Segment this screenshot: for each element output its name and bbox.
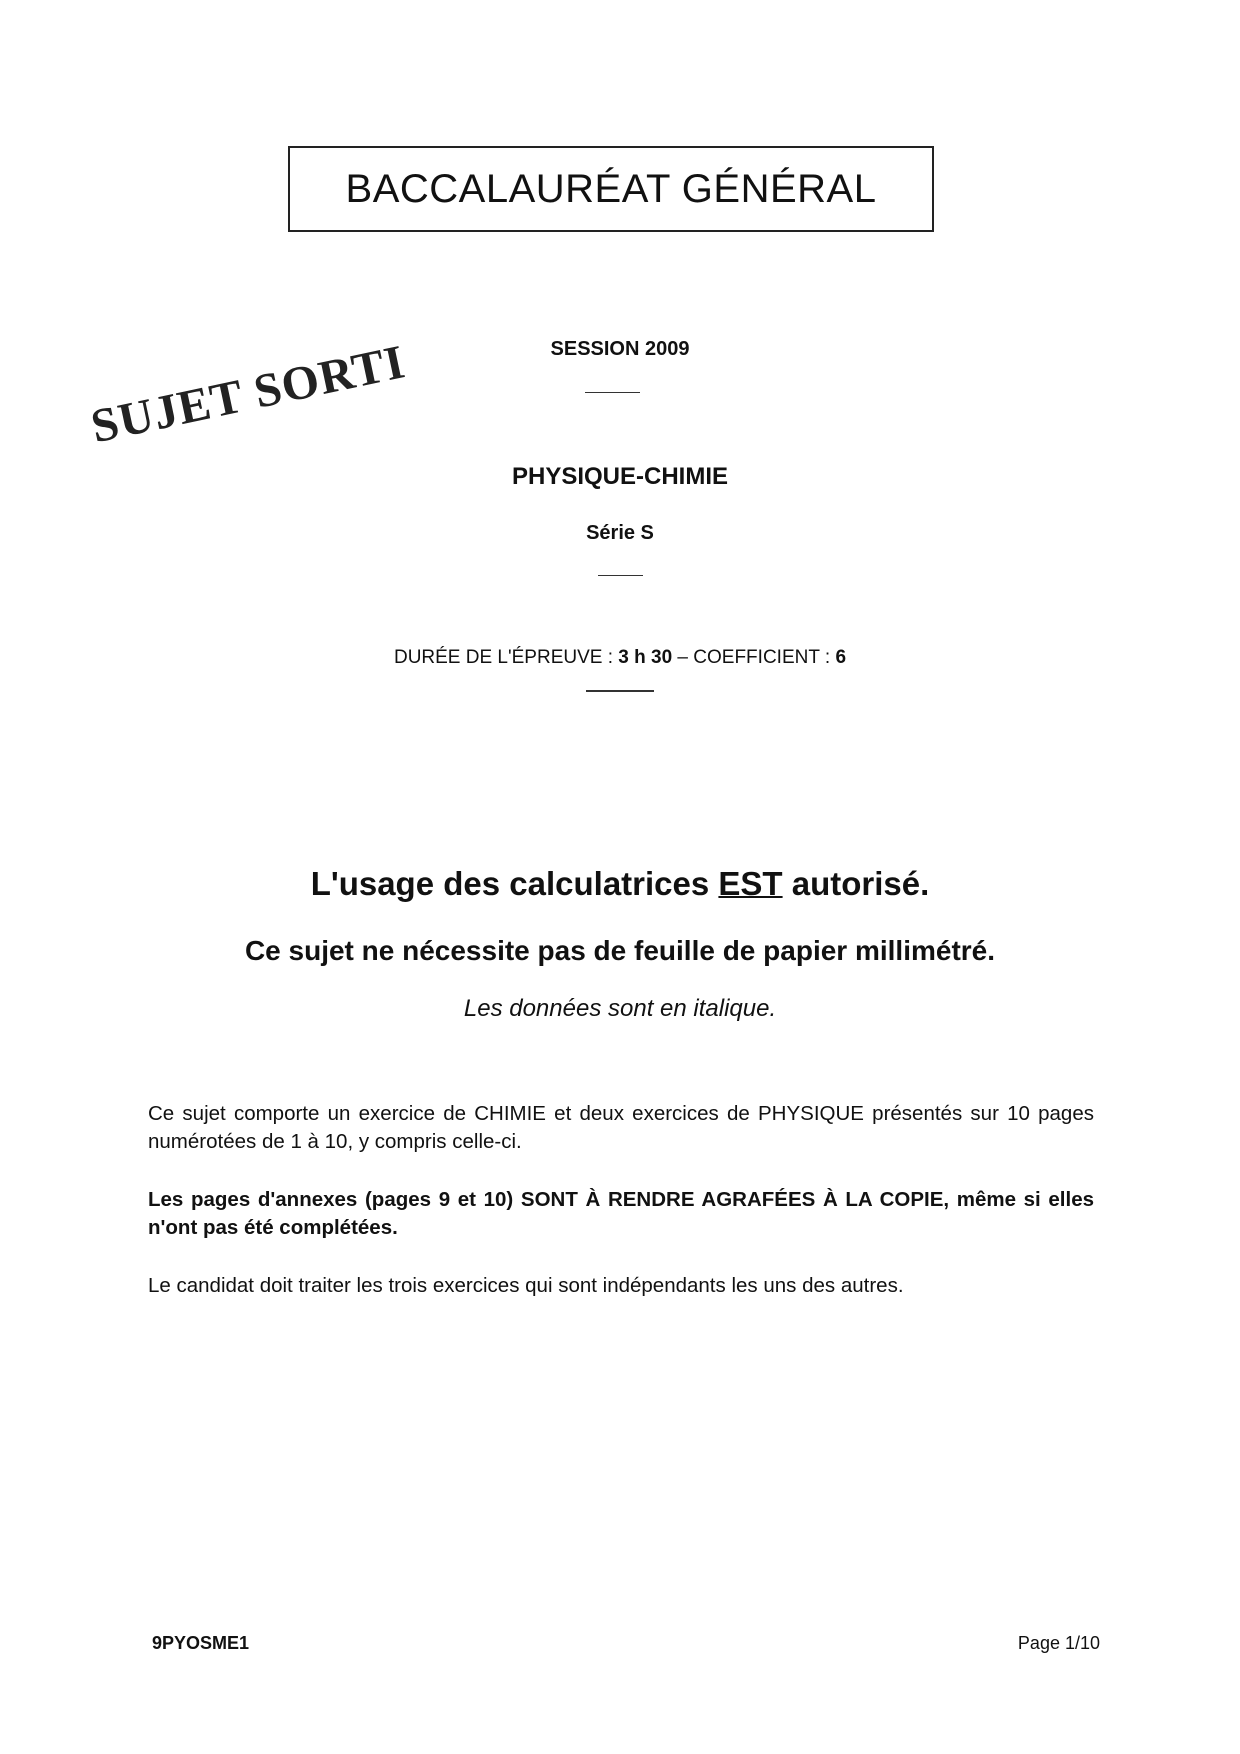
calculator-notice xyxy=(0,865,1240,903)
paper-notice: Ce sujet ne nécessite pas de feuille de papier millimétré. xyxy=(244,935,996,966)
sujet-sorti-stamp: SUJET SORTI xyxy=(86,335,410,454)
instructions-paragraph-1: Ce sujet comporte un exercice de CHIMIE et deux exercices de PHYSIQUE présentés sur 10 pages numérotées de 1 à 10, y compris celle-ci. xyxy=(148,1102,1094,1153)
duree-label: DURÉE DE L'ÉPREUVE : xyxy=(393,647,619,668)
session: SESSION 2009 xyxy=(550,338,690,360)
document-code: 9PYOSME1 xyxy=(152,1633,250,1653)
title-box xyxy=(288,146,934,232)
page-number: Page 1/10 xyxy=(1017,1633,1100,1653)
divider xyxy=(586,690,654,692)
instructions-paragraph-2: Les pages d'annexes (pages 9 et 10) SONT À RENDRE AGRAFÉES À LA COPIE, même si elles n'ont pas été complétées. xyxy=(148,1188,1094,1239)
duree-separator: – COEFFICIENT : xyxy=(672,647,836,668)
divider xyxy=(598,575,643,576)
serie: Série S xyxy=(586,522,654,544)
usage-text-before: L'usage des calculatrices xyxy=(310,865,719,902)
duree-value: 3 h 30 xyxy=(618,647,673,668)
italic-notice: Les données sont en italique. xyxy=(463,995,777,1022)
usage-text-after: autorisé. xyxy=(782,865,930,902)
usage-emphasis: EST xyxy=(718,865,783,902)
divider xyxy=(585,392,640,393)
subject: PHYSIQUE-CHIMIE xyxy=(511,463,729,490)
coefficient-value: 6 xyxy=(835,647,847,668)
instructions-paragraph-3: Le candidat doit traiter les trois exercices qui sont indépendants les uns des autres. xyxy=(148,1274,904,1297)
exam-title: BACCALAURÉAT GÉNÉRAL xyxy=(345,166,877,211)
duree-line xyxy=(0,647,1240,669)
